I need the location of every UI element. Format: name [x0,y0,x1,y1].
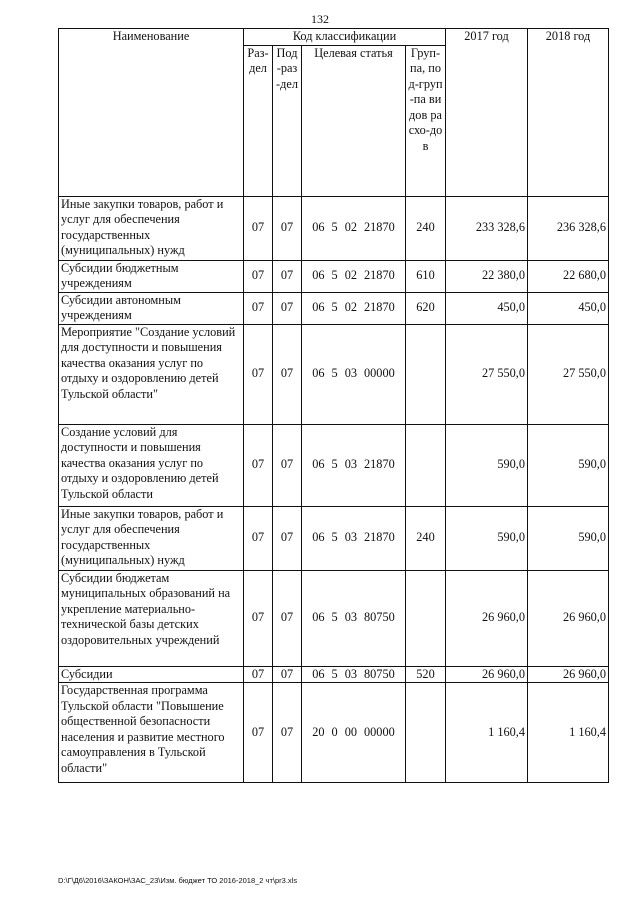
row-section: 07 [244,424,273,506]
header-section: Раз-дел [244,45,273,196]
row-section: 07 [244,324,273,424]
row-target-article [302,260,406,292]
target-article-part: 02 [344,220,357,235]
header-code-group: Код классификации [244,29,446,46]
row-expense-group: 520 [406,666,446,683]
target-article-part: 02 [344,300,357,315]
row-target-article [302,683,406,783]
row-target-article [302,666,406,683]
row-value-2017: 27 550,0 [446,324,528,424]
row-value-2018: 26 960,0 [528,666,609,683]
row-target-article [302,570,406,666]
row-expense-group: 610 [406,260,446,292]
row-target-article [302,424,406,506]
row-value-2018: 590,0 [528,424,609,506]
row-subsection: 07 [273,506,302,570]
row-value-2018: 27 550,0 [528,324,609,424]
file-path-footer: D:\Г\Д6\2016\ЗАКОН\ЗАС_23\Изм. бюджет ТО 2016-2018_2 чт\pr3.xls [58,876,298,885]
header-subsection: Под-раз-дел [273,45,302,196]
row-value-2018: 22 680,0 [528,260,609,292]
row-expense-group [406,683,446,783]
row-name: Государственная программа Тульской области "Повышение общественной безопасности населения и развитие местного самоуправления в Тульской области" [59,683,244,783]
table-row [59,292,609,324]
row-expense-group: 240 [406,196,446,260]
row-section: 07 [244,506,273,570]
row-name: Мероприятие "Создание условий для доступности и повышения качества оказания услуг по отдыху и оздоровлению детей Тульской области" [59,324,244,424]
page-number: 132 [311,12,329,26]
row-value-2017: 26 960,0 [446,666,528,683]
row-subsection: 07 [273,666,302,683]
target-article-part: 03 [344,666,357,681]
table-row [59,570,609,666]
row-section: 07 [244,260,273,292]
row-value-2017: 233 328,6 [446,196,528,260]
row-subsection: 07 [273,683,302,783]
row-name: Иные закупки товаров, работ и услуг для обеспечения государственных (муниципальных) нужд [59,196,244,260]
row-expense-group [406,424,446,506]
target-article-part: 5 [331,300,338,315]
row-value-2018: 450,0 [528,292,609,324]
table-row [59,324,609,424]
budget-table [58,28,609,783]
header-expense-group: Груп-па, под-груп-па видов расхо-дов [406,45,446,196]
target-article-part: 00 [344,724,357,739]
row-value-2018: 236 328,6 [528,196,609,260]
target-article-part: 80750 [364,610,395,625]
target-article-part: 5 [331,610,338,625]
row-expense-group [406,570,446,666]
target-article-part: 00000 [364,724,395,739]
target-article-part: 5 [331,366,338,381]
row-name: Субсидии бюджетным учреждениям [59,260,244,292]
target-article-part: 06 [312,366,325,381]
target-article-part: 5 [331,220,338,235]
row-value-2017: 590,0 [446,506,528,570]
target-article-part: 00000 [364,366,395,381]
target-article-part: 21870 [364,530,395,545]
header-year-2018: 2018 год [528,29,609,197]
row-expense-group [406,324,446,424]
table-row [59,196,609,260]
header-year-2017: 2017 год [446,29,528,197]
row-value-2018: 26 960,0 [528,570,609,666]
target-article-part: 03 [344,366,357,381]
row-section: 07 [244,292,273,324]
target-article-part: 06 [312,268,325,283]
row-value-2018: 590,0 [528,506,609,570]
table-body [59,196,609,783]
row-name: Субсидии [59,666,244,683]
target-article-part: 03 [344,457,357,472]
target-article-part: 21870 [364,220,395,235]
header-name: Наименование [59,29,244,197]
row-name: Субсидии бюджетам муниципальных образований на укрепление материально-технической базы детских оздоровительных учреждений [59,570,244,666]
target-article-part: 20 [312,724,325,739]
target-article-part: 06 [312,300,325,315]
target-article-part: 03 [344,610,357,625]
row-section: 07 [244,196,273,260]
row-value-2017: 26 960,0 [446,570,528,666]
row-section: 07 [244,570,273,666]
row-subsection: 07 [273,196,302,260]
row-subsection: 07 [273,324,302,424]
row-name: Иные закупки товаров, работ и услуг для обеспечения государственных (муниципальных) нужд [59,506,244,570]
target-article-part: 03 [344,530,357,545]
target-article-part: 80750 [364,666,395,681]
header-target-article: Целевая статья [302,45,406,196]
table-row [59,506,609,570]
target-article-part: 0 [331,724,338,739]
row-target-article [302,196,406,260]
target-article-part: 06 [312,666,325,681]
row-value-2017: 22 380,0 [446,260,528,292]
table-row [59,260,609,292]
target-article-part: 5 [331,530,338,545]
target-article-part: 06 [312,530,325,545]
row-expense-group: 620 [406,292,446,324]
target-article-part: 06 [312,457,325,472]
row-subsection: 07 [273,424,302,506]
row-value-2017: 450,0 [446,292,528,324]
row-subsection: 07 [273,260,302,292]
target-article-part: 02 [344,268,357,283]
row-value-2017: 590,0 [446,424,528,506]
row-name: Субсидии автономным учреждениям [59,292,244,324]
row-target-article [302,506,406,570]
table-row [59,424,609,506]
target-article-part: 5 [331,268,338,283]
row-subsection: 07 [273,292,302,324]
target-article-part: 06 [312,220,325,235]
row-section: 07 [244,683,273,783]
table-row [59,683,609,783]
row-value-2017: 1 160,4 [446,683,528,783]
row-target-article [302,324,406,424]
row-value-2018: 1 160,4 [528,683,609,783]
target-article-part: 5 [331,666,338,681]
target-article-part: 5 [331,457,338,472]
row-expense-group: 240 [406,506,446,570]
target-article-part: 06 [312,610,325,625]
row-section: 07 [244,666,273,683]
row-name: Создание условий для доступности и повышения качества оказания услуг по отдыху и оздоровлению детей Тульской области [59,424,244,506]
target-article-part: 21870 [364,268,395,283]
row-subsection: 07 [273,570,302,666]
table-row [59,666,609,683]
target-article-part: 21870 [364,457,395,472]
target-article-part: 21870 [364,300,395,315]
row-target-article [302,292,406,324]
